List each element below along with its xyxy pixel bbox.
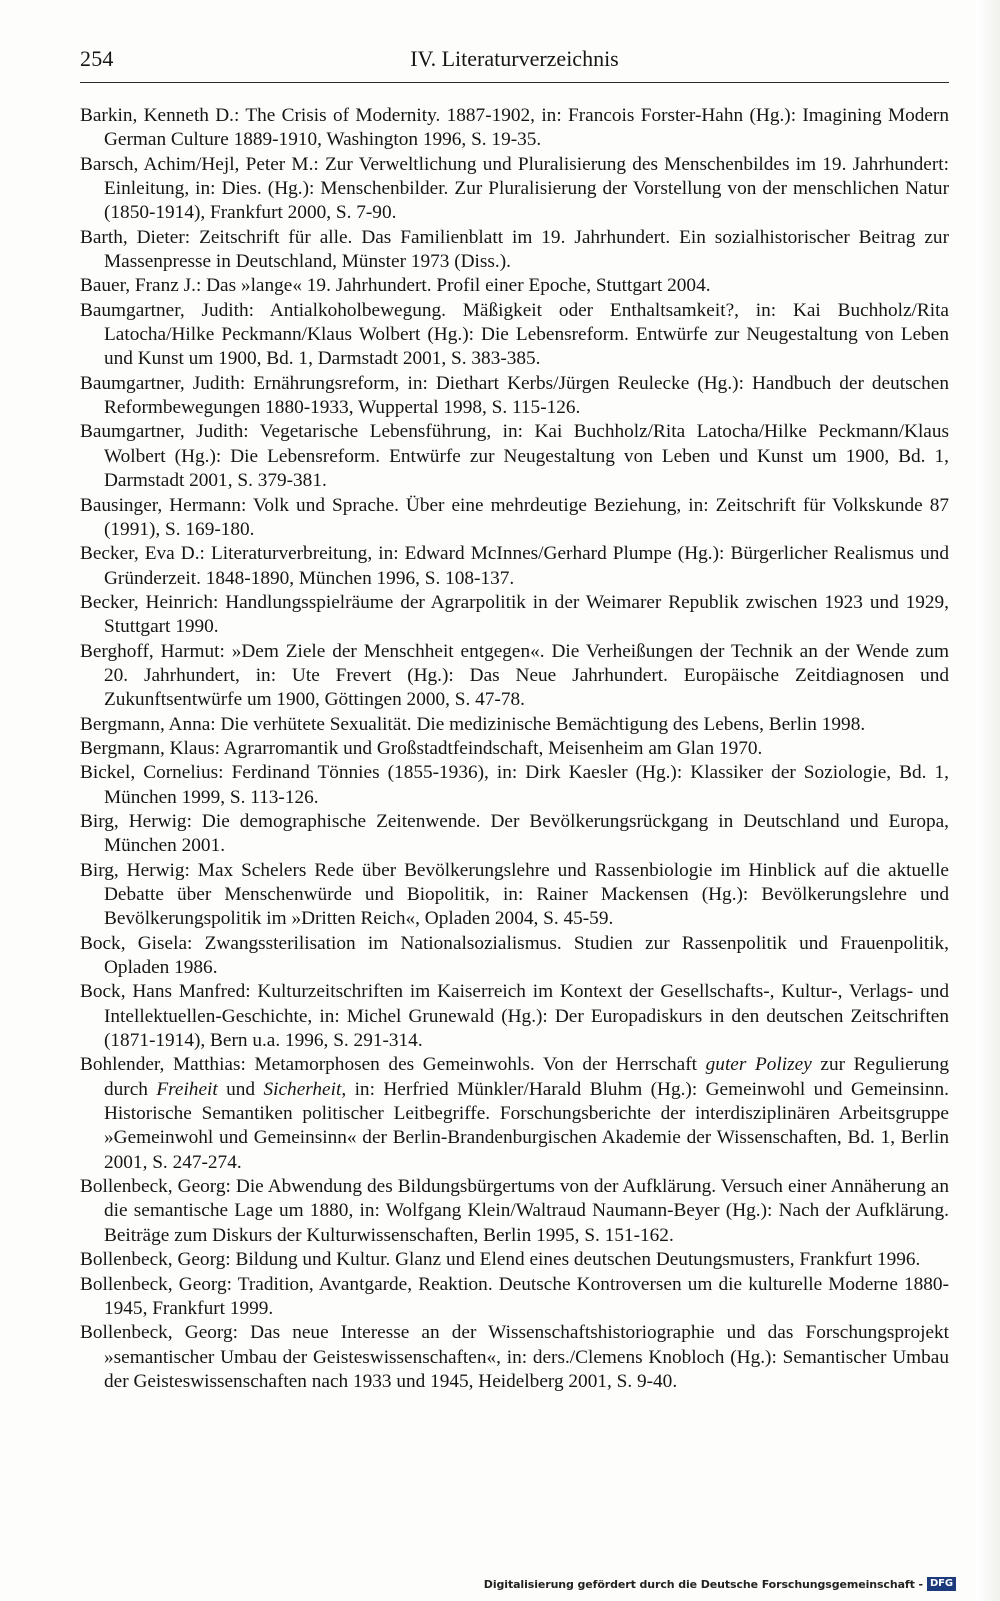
- bibliography-entry: Bollenbeck, Georg: Bildung und Kultur. Glanz und Elend eines deutschen Deutungsmusters, Frankfurt 1996.: [80, 1249, 921, 1271]
- bibliography-entry: Bergmann, Anna: Die verhütete Sexualität. Die medizinische Bemächtigung des Lebens, Berlin 1998.: [80, 713, 866, 735]
- bibliography-entry: Bollenbeck, Georg: Tradition, Avantgarde, Reaktion. Deutsche Kontroversen um die kulturelle Moderne 1880-1945, Frankfurt 1999.: [80, 1273, 949, 1319]
- entry-text: und: [217, 1078, 264, 1100]
- bibliography-entry: Birg, Herwig: Max Schelers Rede über Bevölkerungslehre und Rassenbiologie im Hinblick auf die aktuelle Debatte über Menschenwürde und Biopolitik, in: Rainer Mackensen (Hg.): Bevölkerungslehre und Bevölkerungspolitik im »Dritten Reich«, Opladen 2004, S. 45-59.: [80, 859, 949, 930]
- bibliography-entry: Bock, Hans Manfred: Kulturzeitschriften im Kaiserreich im Kontext der Gesellschafts-, Kultur-, Verlags- und Intellektuellen-Geschichte, in: Michel Grunewald (Hg.): Der Europadiskurs in den deutschen Zeitschriften (1871-1914), Bern u.a. 1996, S. 291-314.: [80, 981, 949, 1052]
- bibliography-entry: Becker, Heinrich: Handlungsspielräume der Agrarpolitik in der Weimarer Republik zwischen 1923 und 1929, Stuttgart 1990.: [80, 591, 949, 638]
- page-header: [80, 44, 949, 78]
- bibliography-entry: Baumgartner, Judith: Ernährungsreform, in: Diethart Kerbs/Jürgen Reulecke (Hg.): Handbuch der deutschen Reformbewegungen 1880-1933, Wuppertal 1998, S. 115-126.: [80, 372, 949, 419]
- bibliography-list: [80, 104, 949, 1394]
- bibliography-entry: Barkin, Kenneth D.: The Crisis of Modernity. 1887-1902, in: Francois Forster-Hahn (Hg.): Imagining Modern German Culture 1889-1910, Washington 1996, S. 19-35.: [80, 105, 949, 151]
- running-head: IV. Literaturverzeichnis: [410, 46, 619, 71]
- bibliography-entry: Bock, Gisela: Zwangssterilisation im Nationalsozialismus. Studien zur Rassenpolitik und Frauenpolitik, Opladen 1986.: [80, 932, 949, 979]
- bibliography-entry: Baumgartner, Judith: Antialkoholbewegung. Mäßigkeit oder Enthaltsamkeit?, in: Kai Buchholz/Rita Latocha/Hilke Peckmann/Klaus Wolbert (Hg.): Die Lebensreform. Entwürfe zur Neugestaltung von Leben und Kunst um 1900, Bd. 1, Darmstadt 2001, S. 383-385.: [80, 299, 949, 370]
- entry-italic-title: Freiheit: [156, 1078, 218, 1100]
- bibliography-entry-bohlender: [80, 1053, 949, 1175]
- bibliography-entry: Bollenbeck, Georg: Das neue Interesse an der Wissenschaftshistoriographie und das Forschungsprojekt »semantischer Umbau der Geisteswissenschaften«, in: ders./Clemens Knobloch (Hg.): Semantischer Umbau der Geisteswissenschaften nach 1933 und 1945, Heidelberg 2001, S. 9-40.: [80, 1322, 949, 1392]
- digitization-footer: [484, 1577, 956, 1591]
- bibliography-entry: Barth, Dieter: Zeitschrift für alle. Das Familienblatt im 19. Jahrhundert. Ein sozialhistorischer Beitrag zur Massenpresse in Deutschland, Münster 1973 (Diss.).: [80, 226, 949, 273]
- entry-text: , in: Herfried Münkler/Harald Bluhm (Hg.): Gemeinwohl und Gemeinsinn. Historische Semantiken politischer Leitbegriffe. Forschungsberichte der interdisziplinären Arbeitsgruppe »Gemeinwohl und Gemeinsinn« der Berlin-Brandenburgischen Akademie der Wissenschaften, Bd. 1, Berlin 2001, S. 247-274.: [104, 1078, 949, 1173]
- footer-text: Digitalisierung gefördert durch die Deutsche Forschungsgemeinschaft -: [483, 1577, 923, 1591]
- entry-italic-title: guter Polizey: [705, 1054, 812, 1076]
- bibliography-entry: Bergmann, Klaus: Agrarromantik und Großstadtfeindschaft, Meisenheim am Glan 1970.: [80, 737, 763, 759]
- bibliography-entry: Bauer, Franz J.: Das »lange« 19. Jahrhundert. Profil einer Epoche, Stuttgart 2004.: [80, 275, 711, 297]
- bibliography-entry: Bickel, Cornelius: Ferdinand Tönnies (1855-1936), in: Dirk Kaesler (Hg.): Klassiker der Soziologie, Bd. 1, München 1999, S. 113-126.: [80, 762, 949, 808]
- bibliography-entry: Becker, Eva D.: Literaturverbreitung, in: Edward McInnes/Gerhard Plumpe (Hg.): Bürgerlicher Realismus und Gründerzeit. 1848-1890, München 1996, S. 108-137.: [80, 543, 949, 589]
- header-rule: [80, 82, 949, 83]
- entry-text: Bohlender, Matthias: Metamorphosen des Gemeinwohls. Von der Herrschaft: [80, 1054, 706, 1076]
- entry-text: zur Regulierung durch: [104, 1054, 949, 1100]
- bibliography-entry: Berghoff, Harmut: »Dem Ziele der Menschheit entgegen«. Die Verheißungen der Technik an der Wende zum 20. Jahrhundert, in: Ute Frevert (Hg.): Das Neue Jahrhundert. Europäische Zeitdiagnosen und Zukunftsentwürfe um 1900, Göttingen 2000, S. 47-78.: [80, 640, 949, 711]
- page-number: 254: [80, 46, 114, 71]
- entry-italic-title: Sicherheit: [263, 1078, 342, 1100]
- bibliography-entry: Barsch, Achim/Hejl, Peter M.: Zur Verweltlichung und Pluralisierung des Menschenbildes im 19. Jahrhundert: Einleitung, in: Dies. (Hg.): Menschenbilder. Zur Pluralisierung der Vorstellung von der menschlichen Natur (1850-1914), Frankfurt 2000, S. 7-90.: [80, 153, 949, 224]
- bibliography-entry: Bausinger, Hermann: Volk und Sprache. Über eine mehrdeutige Beziehung, in: Zeitschrift für Volkskunde 87 (1991), S. 169-180.: [80, 494, 949, 540]
- bibliography-entry: Birg, Herwig: Die demographische Zeitenwende. Der Bevölkerungsrückgang in Deutschland und Europa, München 2001.: [80, 810, 949, 857]
- page-edge-shadow: [976, 0, 1000, 1601]
- bibliography-entry: Bollenbeck, Georg: Die Abwendung des Bildungsbürgertums von der Aufklärung. Versuch einer Annäherung an die semantische Lage um 1880, in: Wolfgang Klein/Waltraud Naumann-Beyer (Hg.): Nach der Aufklärung. Beiträge zum Diskurs der Kulturwissenschaften, Berlin 1995, S. 151-162.: [80, 1176, 949, 1246]
- bibliography-entry: Baumgartner, Judith: Vegetarische Lebensführung, in: Kai Buchholz/Rita Latocha/Hilke Peckmann/Klaus Wolbert (Hg.): Die Lebensreform. Entwürfe zur Neugestaltung von Leben und Kunst um 1900, Bd. 1, Darmstadt 2001, S. 379-381.: [80, 421, 949, 492]
- dfg-logo: DFG: [927, 1577, 956, 1591]
